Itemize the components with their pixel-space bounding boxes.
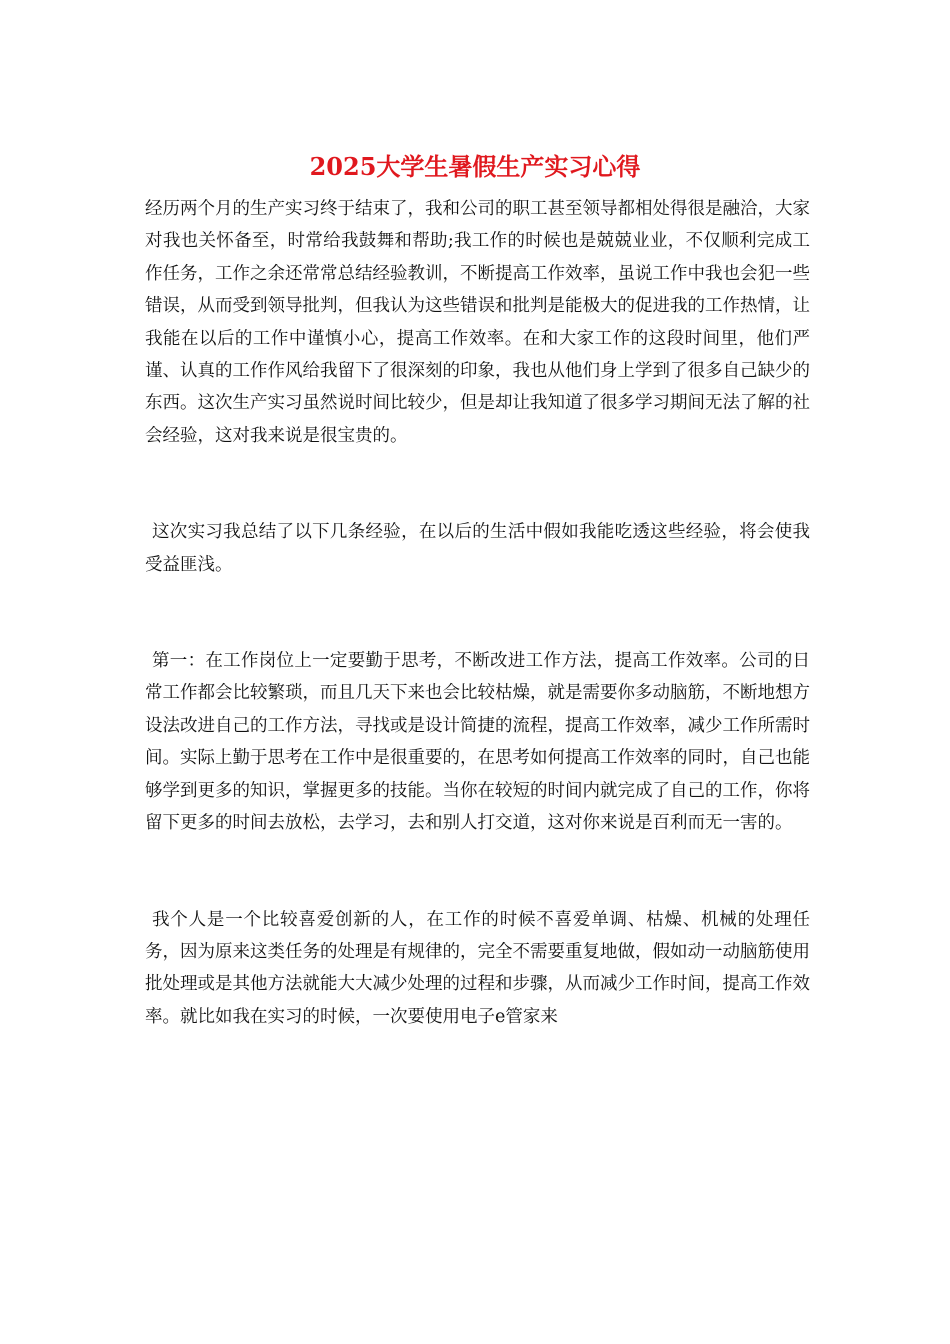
paragraph-point-one: 第一：在工作岗位上一定要勤于思考，不断改进工作方法，提高工作效率。公司的日常工作都会比较繁琐，而且几天下来也会比较枯燥，就是需要你多动脑筋，不断地想方设法改进自己的工作方法，寻找或是设计简捷的流程，提高工作效率，减少工作所需时间。实际上勤于思考在工作中是很重要的，在思考如何提高工作效率的同时，自己也能够学到更多的知识，掌握更多的技能。当你在较短的时间内就完成了自己的工作，你将留下更多的时间去放松，去学习，去和别人打交道，这对你来说是百利而无一害的。 xyxy=(145,651,810,834)
paragraph-intro: 经历两个月的生产实习终于结束了，我和公司的职工甚至领导都相处得很是融洽，大家对我也关怀备至，时常给我鼓舞和帮助;我工作的时候也是兢兢业业，不仅顺利完成工作任务，工作之余还常常总结经验教训，不断提高工作效率，虽说工作中我也会犯一些错误，从而受到领导批判，但我认为这些错误和批判是能极大的促进我的工作热情，让我能在以后的工作中谨慎小心，提高工作效率。在和大家工作的这段时间里，他们严谨、认真的工作作风给我留下了很深刻的印象，我也从他们身上学到了很多自己缺少的东西。这次生产实习虽然说时间比较少，但是却让我知道了很多学习期间无法了解的社会经验，这对我来说是很宝贵的。 xyxy=(145,199,810,446)
paragraph-spacer xyxy=(145,452,810,516)
paragraph-personal: 我个人是一个比较喜爱创新的人，在工作的时候不喜爱单调、枯燥、机械的处理任务，因为原来这类任务的处理是有规律的，完全不需要重复地做，假如动一动脑筋使用批处理或是其他方法就能大大减少处理的过程和步骤，从而减少工作时间，提高工作效率。就比如我在实习的时候，一次要使用电子e管家来 xyxy=(145,909,810,1027)
document-title: 2025大学生暑假生产实习心得 xyxy=(309,152,641,181)
paragraph-spacer xyxy=(145,581,810,645)
paragraph-spacer xyxy=(145,840,810,904)
paragraph-summary: 这次实习我总结了以下几条经验，在以后的生活中假如我能吃透这些经验，将会使我受益匪浅。 xyxy=(145,522,810,575)
document-body xyxy=(145,193,810,1033)
